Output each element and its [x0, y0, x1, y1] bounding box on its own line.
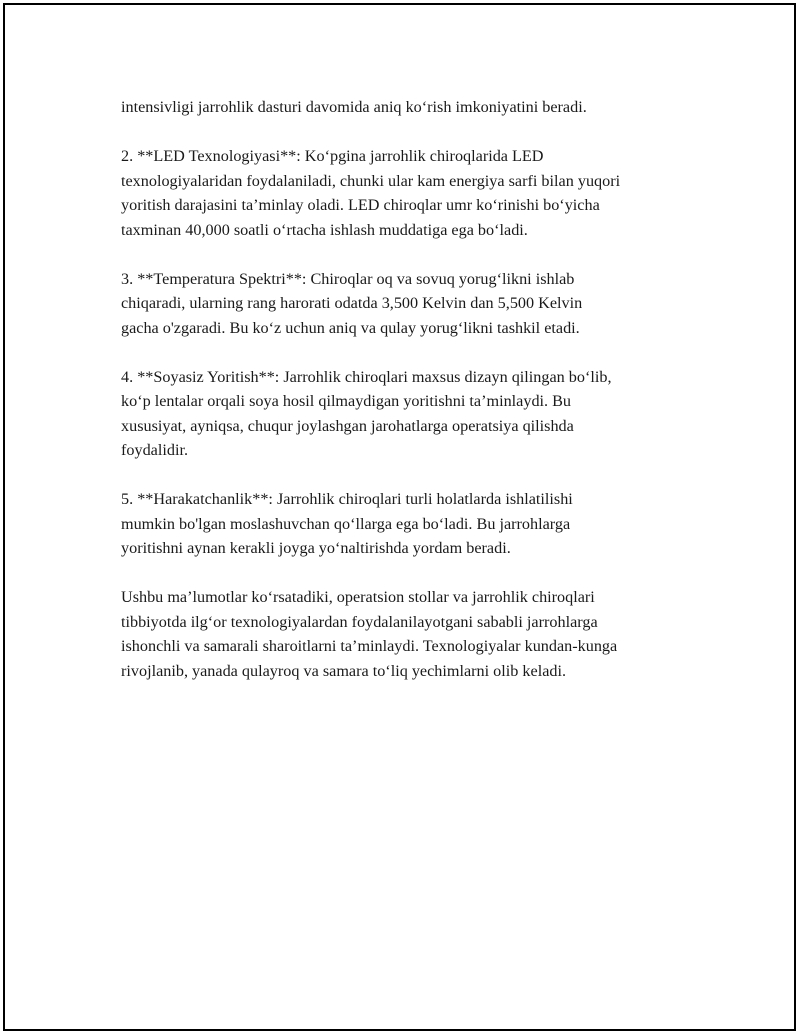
- document-body: [121, 95, 701, 708]
- paragraph-intensity-continuation: intensivligi jarrohlik dasturi davomida aniq ko‘rish imkoniyatini beradi.: [121, 98, 587, 116]
- paragraph-mobility: 5. **Harakatchanlik**: Jarrohlik chiroqlari turli holatlarda ishlatilishi mumkin bo'lgan moslashuvchan qo‘llarga ega bo‘ladi. Bu jarrohlarga yoritishni aynan kerakli joyga yo‘naltirishda yordam beradi.: [121, 490, 573, 557]
- paragraph-shadowless-lighting: 4. **Soyasiz Yoritish**: Jarrohlik chiroqlari maxsus dizayn qilingan bo‘lib, ko‘p lentalar orqali soya hosil qilmaydigan yoritishni ta’minlaydi. Bu xususiyat, ayniqsa, chuqur joylashgan jarohatlarga operatsiya qilishda foydalidir.: [121, 367, 612, 459]
- paragraph-temperature-spectrum: 3. **Temperatura Spektri**: Chiroqlar oq va sovuq yorug‘likni ishlab chiqaradi, ularning rang harorati odatda 3,500 Kelvin dan 5,500 Kelvin gacha o'zgaradi. Bu ko‘z uchun aniq va qulay yorug‘likni tashkil etadi.: [121, 269, 583, 337]
- paragraph-led-technology: 2. **LED Texnologiyasi**: Ko‘pgina jarrohlik chiroqlarida LED texnologiyalaridan foydalaniladi, chunki ular kam energiya sarfi bilan yuqori yoritish darajasini ta’minlay oladi. LED chiroqlar umr ko‘rinishi bo‘yicha taxminan 40,000 soatli o‘rtacha ishlash muddatiga ega bo‘ladi.: [121, 147, 621, 239]
- page-frame: [3, 3, 796, 1031]
- paragraph-conclusion: Ushbu ma’lumotlar ko‘rsatadiki, operatsion stollar va jarrohlik chiroqlari tibbiyotda ilg‘or texnologiyalardan foydalanilayotgani sababli jarrohlarga ishonchli va samarali sharoitlarni ta’minlaydi. Texnologiyalar kundan-kunga rivojlanib, yanada qulayroq va samara to‘liq yechimlarni olib keladi.: [121, 588, 618, 680]
